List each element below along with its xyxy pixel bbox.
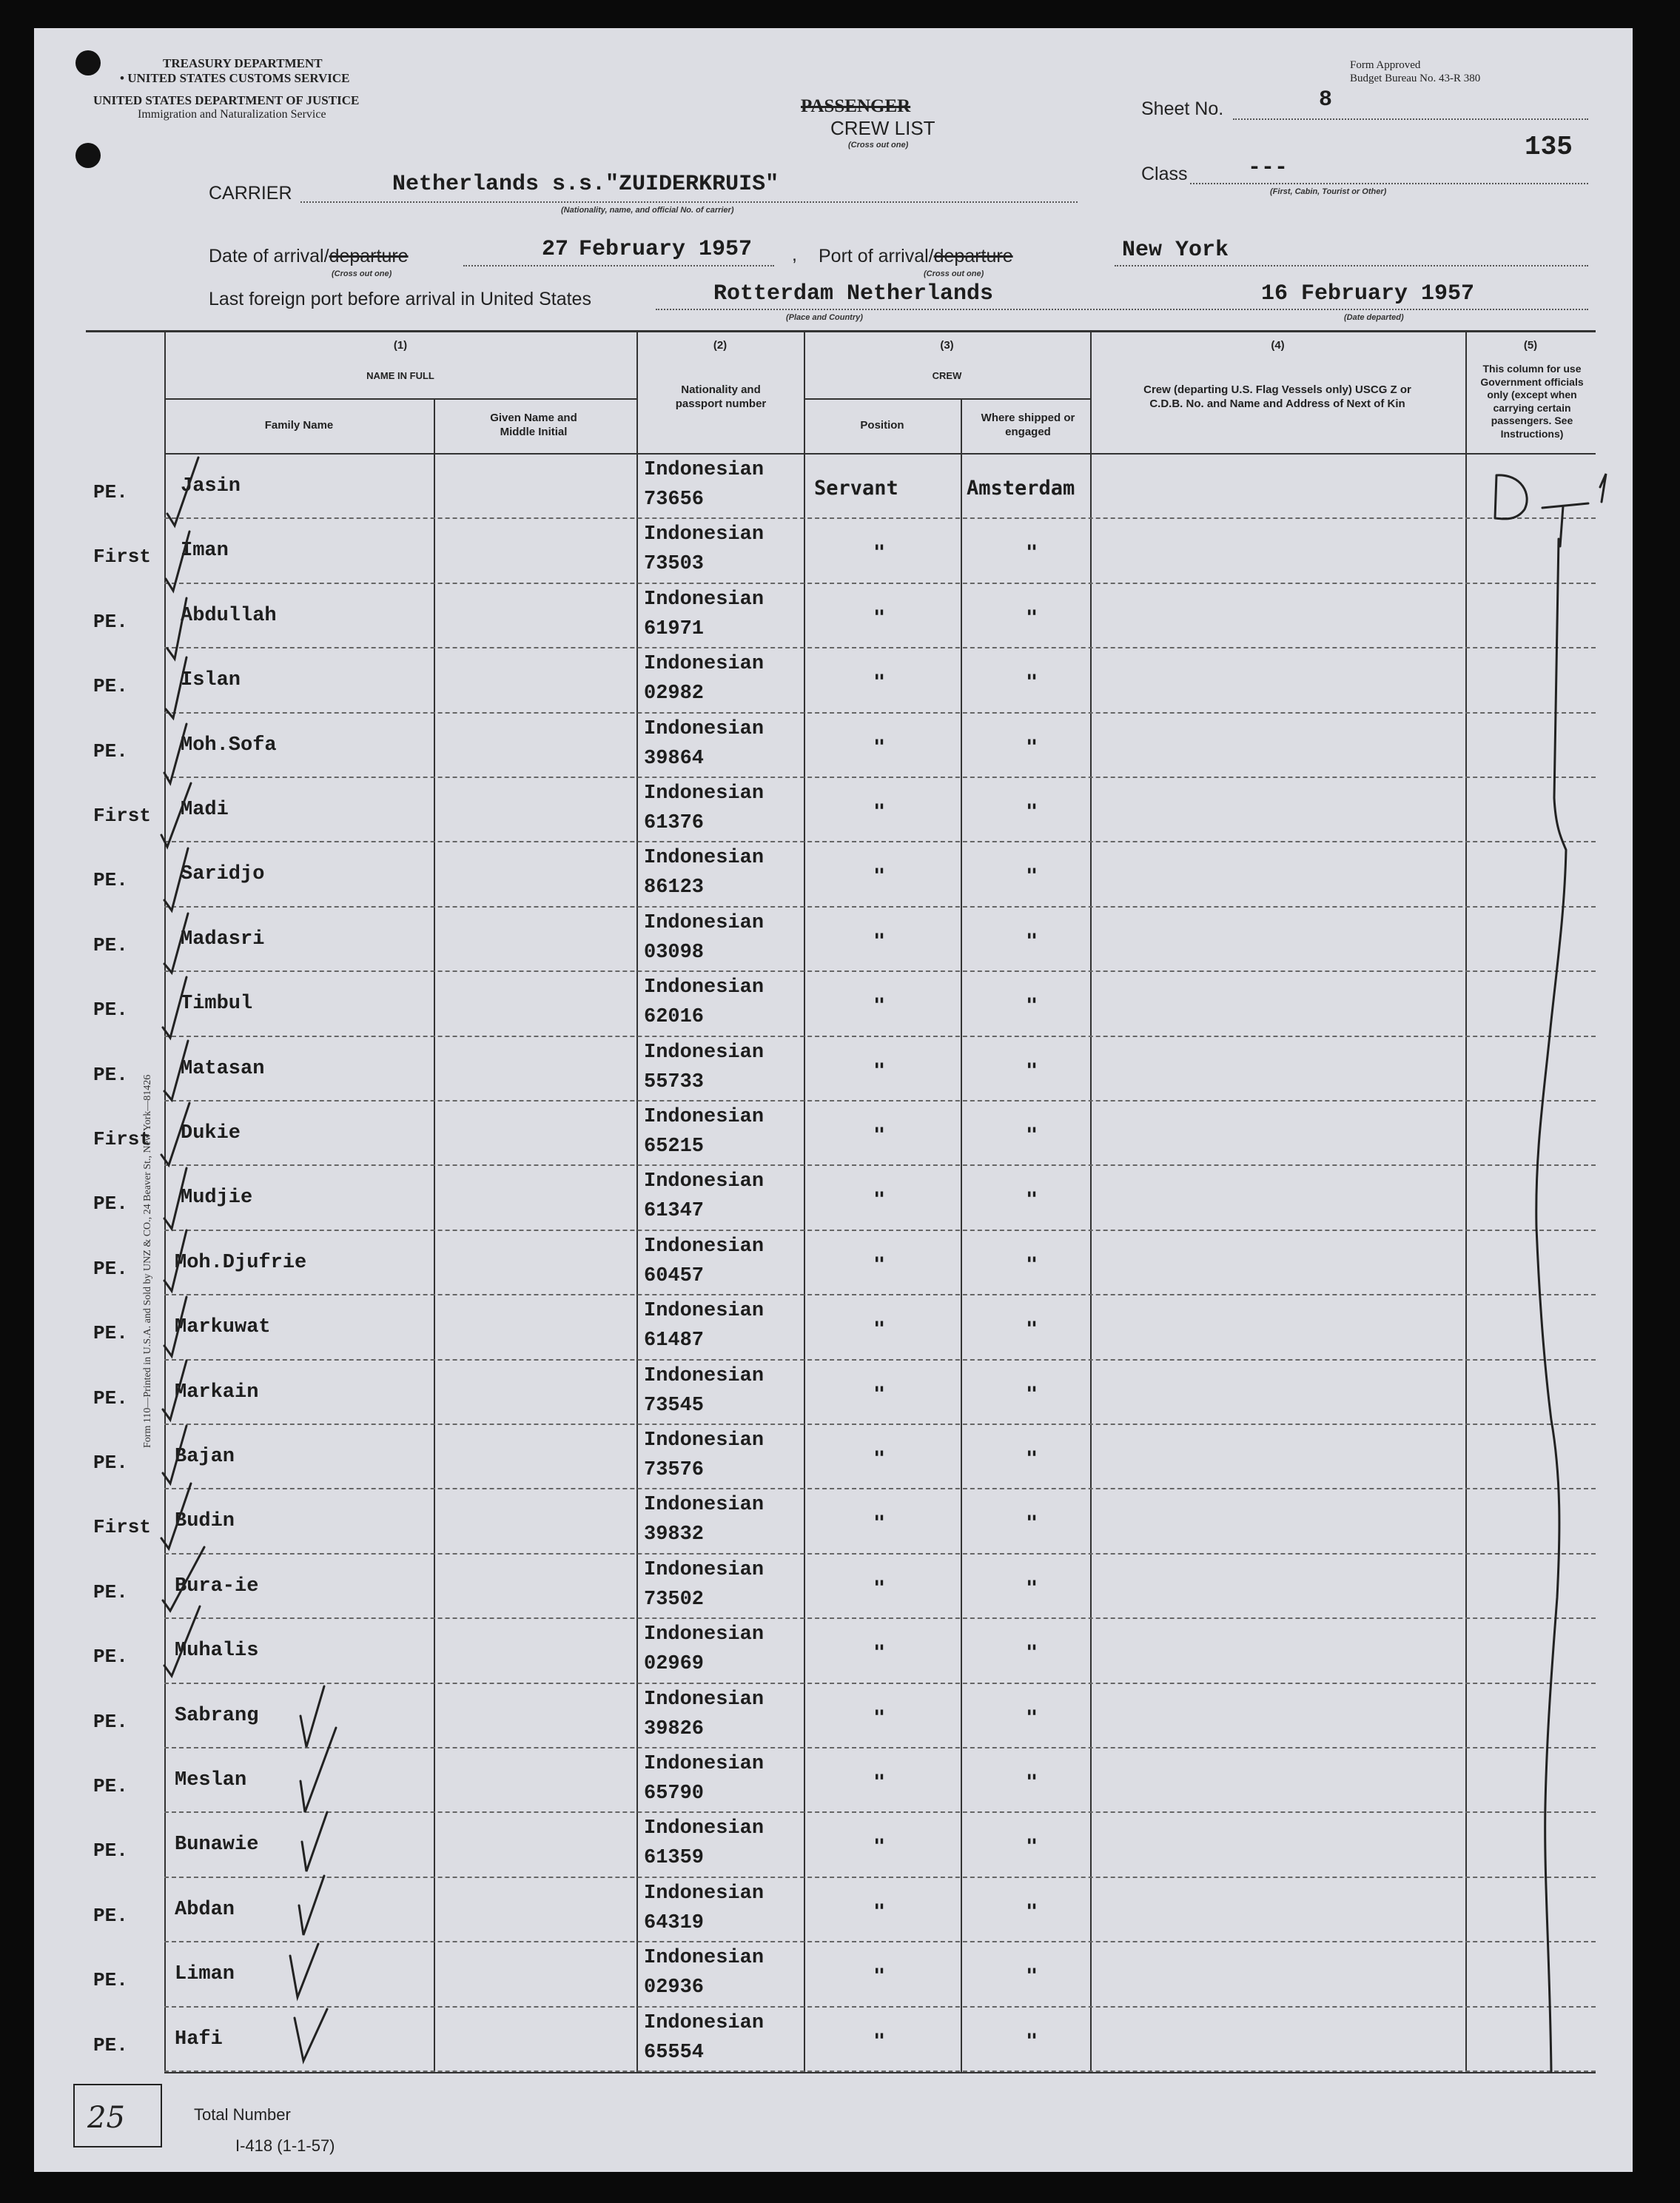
- last-port-note: (Place and Country): [786, 313, 863, 322]
- row-prefix: PE.: [93, 1840, 128, 1862]
- sheet-number: 8: [1319, 87, 1333, 113]
- where-engaged: ": [1026, 1318, 1038, 1341]
- nationality: Indonesian: [644, 1106, 765, 1128]
- nationality: Indonesian: [644, 1170, 765, 1193]
- passport-number: 61347: [644, 1200, 705, 1223]
- nationality: Indonesian: [644, 2011, 765, 2034]
- nationality: Indonesian: [644, 717, 765, 740]
- budget-number: Budget Bureau No. 43-R 380: [1350, 73, 1481, 84]
- where-engaged: Amsterdam: [967, 477, 1075, 500]
- position: ": [873, 1965, 886, 1988]
- date-note: (Cross out one): [332, 269, 392, 278]
- position: ": [873, 929, 886, 953]
- checkmark: [163, 1426, 187, 1483]
- family-name: Budin: [175, 1510, 235, 1533]
- passport-number: 62016: [644, 1006, 705, 1029]
- position: ": [873, 1771, 886, 1794]
- where-engaged: ": [1026, 1253, 1038, 1276]
- family-name: Sabrang: [175, 1704, 259, 1727]
- where-engaged: ": [1026, 994, 1038, 1018]
- col5-number: (5): [1523, 339, 1538, 352]
- col2-header: Nationality and passport number: [675, 383, 767, 410]
- row-prefix: PE.: [93, 1452, 128, 1474]
- col3-header: CREW: [932, 370, 962, 381]
- where-engaged: ": [1026, 1899, 1038, 1923]
- where-engaged: ": [1026, 929, 1038, 953]
- where-header: Where shipped or engaged: [981, 412, 1075, 438]
- row-prefix: PE.: [93, 740, 128, 762]
- where-engaged: ": [1026, 735, 1038, 759]
- stamp-number: 135: [1525, 132, 1573, 162]
- form-approved: Form Approved: [1350, 59, 1421, 71]
- carrier-label: CARRIER: [209, 183, 292, 204]
- family-name: Markain: [175, 1381, 259, 1404]
- passport-number: 64319: [644, 1911, 705, 1934]
- row-prefix: PE.: [93, 1063, 128, 1086]
- where-engaged: ": [1026, 671, 1038, 694]
- row-prefix: First: [93, 805, 152, 827]
- port-note: (Cross out one): [924, 269, 984, 278]
- one-mark: [1600, 474, 1606, 502]
- nationality: Indonesian: [644, 1623, 765, 1646]
- passport-number: 61359: [644, 1847, 705, 1870]
- nationality: Indonesian: [644, 653, 765, 676]
- carrier-value: Netherlands s.s."ZUIDERKRUIS": [392, 172, 779, 197]
- family-name: Madi: [181, 799, 229, 821]
- family-name: Abdullah: [181, 604, 277, 627]
- checkmark: [164, 848, 188, 911]
- family-name: Liman: [175, 1963, 235, 1986]
- row-prefix: PE.: [93, 999, 128, 1022]
- position: ": [873, 1382, 886, 1406]
- where-engaged: ": [1026, 1188, 1038, 1212]
- i-mark: [1542, 503, 1588, 546]
- row-prefix: PE.: [93, 1969, 128, 1992]
- position: ": [873, 1318, 886, 1341]
- family-name: Timbul: [181, 993, 253, 1016]
- checkmark: [166, 657, 187, 718]
- family-name: Hafi: [175, 2028, 223, 2051]
- row-prefix: PE.: [93, 1386, 128, 1409]
- checkmark: [164, 1606, 200, 1676]
- row-prefix: PE.: [93, 481, 128, 503]
- departed-value: 16 February 1957: [1261, 281, 1475, 306]
- row-prefix: PE.: [93, 675, 128, 698]
- nationality: Indonesian: [644, 782, 765, 805]
- passport-number: 39864: [644, 747, 705, 770]
- where-engaged: ": [1026, 2029, 1038, 2053]
- where-engaged: ": [1026, 541, 1038, 565]
- nationality: Indonesian: [644, 1494, 765, 1517]
- checkmark: [295, 2009, 327, 2061]
- row-prefix: PE.: [93, 1646, 128, 1669]
- position: ": [873, 800, 886, 823]
- nationality: Indonesian: [644, 847, 765, 870]
- row-prefix: PE.: [93, 1904, 128, 1927]
- row-prefix: PE.: [93, 1193, 128, 1215]
- passport-number: 73656: [644, 489, 705, 511]
- where-engaged: ": [1026, 1641, 1038, 1665]
- passport-number: 65554: [644, 2041, 705, 2064]
- position: ": [873, 1576, 886, 1600]
- position: ": [873, 2029, 886, 2053]
- position: ": [873, 865, 886, 888]
- dept-customs-text: UNITED STATES CUSTOMS SERVICE: [127, 71, 350, 85]
- passport-number: 02969: [644, 1653, 705, 1676]
- handwriting-overlay: [34, 28, 1633, 2172]
- col1-number: (1): [393, 339, 408, 352]
- nationality: Indonesian: [644, 588, 765, 611]
- checkmark: [290, 1944, 318, 1997]
- family-name: Markuwat: [175, 1316, 271, 1339]
- title-note: (Cross out one): [848, 141, 909, 150]
- position: ": [873, 1124, 886, 1147]
- family-name: Saridjo: [181, 863, 265, 886]
- date-crossed: departure: [329, 246, 409, 266]
- crew-list-form: [34, 28, 1633, 2172]
- passport-number: 73576: [644, 1459, 705, 1481]
- position: ": [873, 541, 886, 565]
- where-engaged: ": [1026, 1124, 1038, 1147]
- family-name: Moh.Djufrie: [175, 1251, 307, 1274]
- where-engaged: ": [1026, 1382, 1038, 1406]
- family-name: Muhalis: [175, 1640, 259, 1663]
- col1-header: NAME IN FULL: [366, 370, 434, 381]
- total-label: Total Number: [194, 2105, 291, 2124]
- last-port-label: Last foreign port before arrival in United States: [209, 289, 591, 309]
- passport-number: 73503: [644, 553, 705, 576]
- nationality: Indonesian: [644, 523, 765, 546]
- position: ": [873, 735, 886, 759]
- row-prefix: PE.: [93, 933, 128, 956]
- family-name: Bura-ie: [175, 1575, 259, 1597]
- port-value: New York: [1122, 238, 1229, 263]
- d-mark: [1495, 475, 1527, 519]
- col3-number: (3): [940, 339, 954, 352]
- passport-number: 73545: [644, 1394, 705, 1417]
- where-engaged: ": [1026, 1512, 1038, 1535]
- where-engaged: ": [1026, 865, 1038, 888]
- passport-number: 39832: [644, 1523, 705, 1546]
- nationality: Indonesian: [644, 1882, 765, 1905]
- nationality: Indonesian: [644, 1688, 765, 1711]
- position: ": [873, 606, 886, 629]
- where-engaged: ": [1026, 1706, 1038, 1729]
- position: ": [873, 1512, 886, 1535]
- class-value: ---: [1248, 155, 1288, 181]
- nationality: Indonesian: [644, 1041, 765, 1064]
- checkmark: [164, 913, 188, 973]
- passport-number: 02936: [644, 1976, 705, 1999]
- position: ": [873, 1188, 886, 1212]
- carrier-note: (Nationality, name, and official No. of carrier): [561, 206, 734, 215]
- nationality: Indonesian: [644, 1558, 765, 1581]
- nationality: Indonesian: [644, 1364, 765, 1387]
- passport-number: 65790: [644, 1783, 705, 1805]
- passport-number: 65215: [644, 1136, 705, 1158]
- checkmark: [167, 457, 198, 526]
- family-name: Islan: [181, 669, 241, 692]
- row-prefix: PE.: [93, 1322, 128, 1345]
- col5-header: This column for use Government officials only (except when carrying certain passengers. See Instructions): [1480, 363, 1584, 440]
- where-engaged: ": [1026, 1965, 1038, 1988]
- where-engaged: ": [1026, 1771, 1038, 1794]
- family-name: Madasri: [181, 928, 265, 950]
- long-vertical-line: [1536, 539, 1566, 2071]
- row-prefix: PE.: [93, 1710, 128, 1733]
- nationality: Indonesian: [644, 976, 765, 999]
- class-label: Class: [1141, 164, 1188, 184]
- position: ": [873, 1253, 886, 1276]
- checkmark: [300, 1686, 324, 1747]
- checkmark: [164, 1297, 187, 1356]
- position: ": [873, 1899, 886, 1923]
- row-prefix: First: [93, 1516, 152, 1539]
- side-print: Form 110—Printed in U.S.A. and Sold by UNZ & CO., 24 Beaver St., New York—81426: [142, 1074, 153, 1448]
- where-engaged: ": [1026, 1447, 1038, 1470]
- passport-number: 61487: [644, 1329, 705, 1352]
- port-comma: ,: [792, 244, 797, 265]
- family-name: Mudjie: [181, 1187, 253, 1210]
- position: ": [873, 1641, 886, 1665]
- position: ": [873, 1706, 886, 1729]
- last-port-value: Rotterdam Netherlands: [713, 281, 994, 306]
- passport-number: 86123: [644, 876, 705, 899]
- row-prefix: PE.: [93, 610, 128, 633]
- total-handwritten: 25: [87, 2101, 125, 2135]
- checkmark: [299, 1876, 324, 1935]
- passport-number: 55733: [644, 1070, 705, 1093]
- where-engaged: ": [1026, 1576, 1038, 1600]
- departed-note: (Date departed): [1344, 313, 1404, 322]
- col4-header: Crew (departing U.S. Flag Vessels only) USCG Z or C.D.B. No. and Name and Address of Next of Kin: [1143, 383, 1411, 410]
- nationality: Indonesian: [644, 1235, 765, 1258]
- sheet-label: Sheet No.: [1141, 98, 1224, 119]
- date-day: 27: [542, 237, 569, 262]
- where-engaged: ": [1026, 1059, 1038, 1082]
- position-header: Position: [860, 419, 904, 432]
- title-crossed: PASSENGER: [801, 96, 911, 116]
- checkmark: [302, 1812, 327, 1871]
- date-label-text: Date of arrival/: [209, 246, 329, 266]
- where-engaged: ": [1026, 800, 1038, 823]
- port-crossed: departure: [933, 246, 1013, 266]
- position: ": [873, 671, 886, 694]
- family-name: Iman: [181, 540, 229, 563]
- checkmark: [163, 977, 187, 1038]
- row-prefix: PE.: [93, 1580, 128, 1603]
- position: Servant: [814, 477, 898, 500]
- dept-ins: Immigration and Naturalization Service: [138, 108, 326, 121]
- dept-justice: UNITED STATES DEPARTMENT OF JUSTICE: [93, 93, 360, 107]
- checkmark: [161, 1103, 189, 1165]
- form-title: CREW LIST: [830, 117, 935, 139]
- position: ": [873, 994, 886, 1018]
- row-prefix: PE.: [93, 1775, 128, 1797]
- family-name: Bunawie: [175, 1834, 259, 1857]
- dept-customs: • UNITED STATES CUSTOMS SERVICE: [120, 71, 350, 85]
- where-engaged: ": [1026, 1835, 1038, 1859]
- date-value: February 1957: [579, 237, 753, 262]
- position: ": [873, 1835, 886, 1859]
- checkmark: [161, 1483, 191, 1549]
- form-code: I-418 (1-1-57): [235, 2136, 335, 2155]
- dept-treasury: TREASURY DEPARTMENT: [163, 56, 323, 70]
- row-prefix: PE.: [93, 869, 128, 892]
- given-name-header: Given Name and Middle Initial: [490, 412, 577, 438]
- passport-number: 03098: [644, 941, 705, 964]
- class-note: (First, Cabin, Tourist or Other): [1270, 187, 1387, 196]
- position: ": [873, 1059, 886, 1082]
- nationality: Indonesian: [644, 459, 765, 481]
- family-name-header: Family Name: [264, 419, 334, 432]
- row-prefix: PE.: [93, 1257, 128, 1280]
- family-name: Dukie: [181, 1122, 241, 1144]
- nationality: Indonesian: [644, 1300, 765, 1323]
- row-prefix: PE.: [93, 2033, 128, 2056]
- passport-number: 60457: [644, 1264, 705, 1287]
- family-name: Abdan: [175, 1898, 235, 1921]
- nationality: Indonesian: [644, 1429, 765, 1452]
- passport-number: 02982: [644, 683, 705, 705]
- passport-number: 73502: [644, 1588, 705, 1611]
- row-prefix: First: [93, 1128, 152, 1150]
- checkmark: [163, 1547, 204, 1611]
- position: ": [873, 1447, 886, 1470]
- port-label-text: Port of arrival/: [819, 246, 934, 266]
- checkmark: [167, 598, 187, 659]
- passport-number: 61971: [644, 617, 705, 640]
- checkmark: [164, 1168, 187, 1229]
- checkmark: [164, 1230, 187, 1291]
- row-prefix: First: [93, 546, 152, 569]
- nationality: Indonesian: [644, 1947, 765, 1970]
- passport-number: 61376: [644, 812, 705, 834]
- nationality: Indonesian: [644, 1817, 765, 1840]
- family-name: Jasin: [181, 475, 241, 497]
- family-name: Matasan: [181, 1057, 265, 1080]
- family-name: Meslan: [175, 1769, 247, 1791]
- nationality: Indonesian: [644, 1753, 765, 1775]
- checkmark: [163, 1361, 187, 1420]
- col4-number: (4): [1271, 339, 1285, 352]
- where-engaged: ": [1026, 606, 1038, 629]
- col2-number: (2): [713, 339, 728, 352]
- checkmark: [164, 724, 187, 783]
- checkmark: [161, 783, 191, 847]
- family-name: Moh.Sofa: [181, 734, 277, 757]
- checkmark: [166, 532, 189, 591]
- family-name: Bajan: [175, 1446, 235, 1468]
- passport-number: 39826: [644, 1717, 705, 1740]
- nationality: Indonesian: [644, 911, 765, 934]
- checkmark: [164, 1041, 188, 1100]
